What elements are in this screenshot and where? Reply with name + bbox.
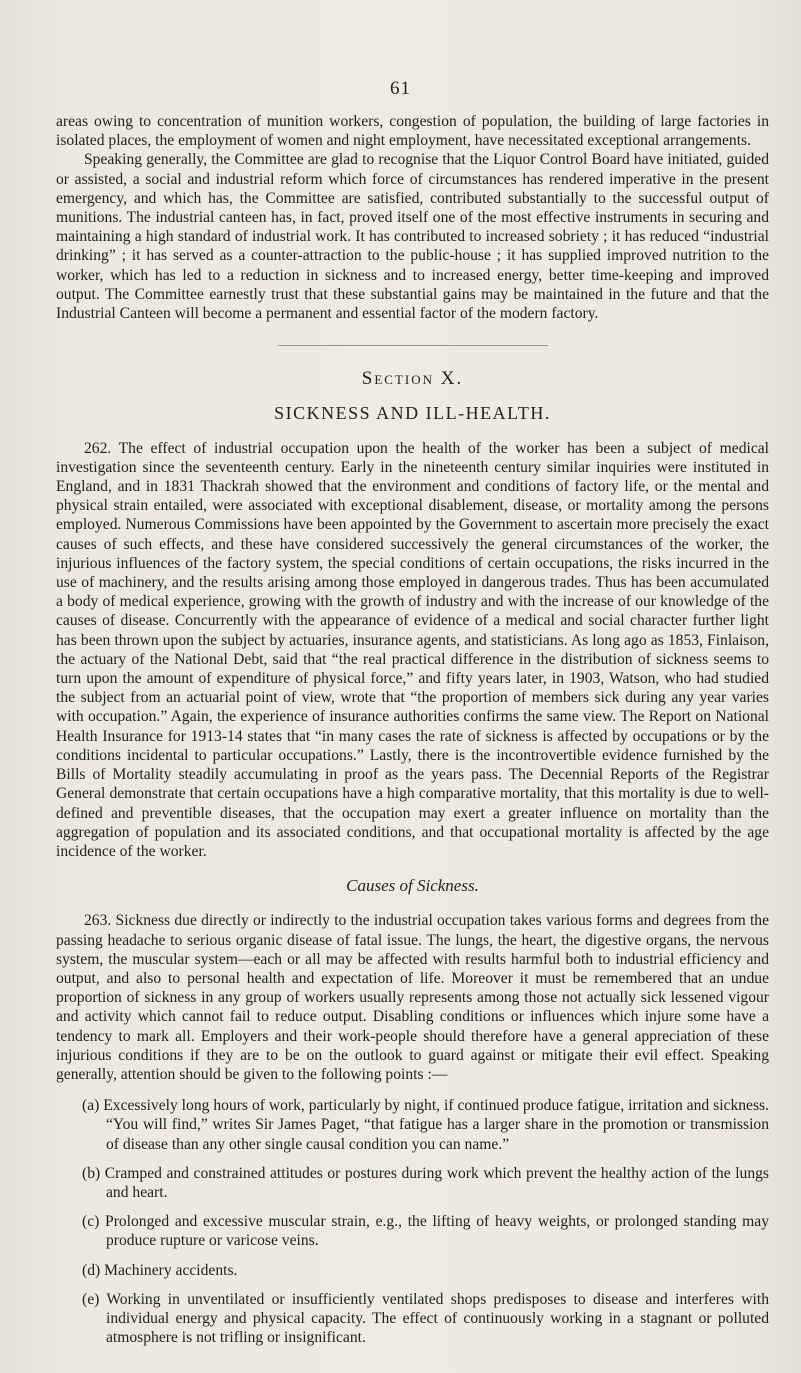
cause-mark-d: (d) (82, 1261, 101, 1279)
cause-mark-e: (e) (82, 1290, 100, 1308)
section-label: Section X. (361, 368, 464, 390)
section-title: SICKNESS AND ILL-HEALTH. (274, 403, 551, 424)
cause-text-d: Machinery accidents. (104, 1261, 238, 1279)
spacer (56, 1084, 769, 1096)
cause-item-e (56, 1290, 769, 1348)
subsection-title: Causes of Sickness. (346, 876, 479, 896)
cause-text-c: Prolonged and excessive muscular strain, e.g., the lifting of heavy weights, or prolonged standing may produce rupture or varicose veins. (105, 1213, 769, 1250)
cause-mark-c: (c) (82, 1213, 100, 1231)
causes-list (56, 1096, 769, 1347)
page-body (56, 112, 769, 1357)
cause-item-c (56, 1212, 769, 1250)
intro-paragraph-1: areas owing to concentration of munition workers, congestion of population, the building of large factories in isolated places, the employment of women and night employment, have necessitated exceptional arrangements. (56, 113, 769, 150)
cause-mark-b: (b) (82, 1164, 101, 1182)
cause-text-a: Excessively long hours of work, particularly by night, if continued produce fatigue, irritation and sickness. “You will find,” writes Sir James Paget, “that fatigue has a larger share in the promotion or transmission of disease than any other single causal condition you can name.” (103, 1097, 770, 1153)
cause-item-a (56, 1096, 769, 1154)
cause-mark-a: (a) (82, 1097, 100, 1115)
section-divider (278, 345, 548, 346)
paragraph-262: 262. The effect of industrial occupation upon the health of the worker has been a subject of medical investigation since the seventeenth century. Early in the nineteenth century similar inquiries were instituted in England, and in 1831 Thackrah showed that the environment and conditions of factory life, or the mental and physical strain entailed, were associated with exceptional disablement, disease, or mortality among the persons employed. Numerous Commissions have been appointed by the Government to ascertain more precisely the exact causes of such effects, and these have considered successively the general circumstances of the worker, the injurious influences of the factory system, the special conditions of certain occupations, the risks incurred in the use of machinery, and the results arising among those employed in dangerous trades. Thus has been accumulated a body of medical experience, growing with the growth of industry and with the increase of our knowledge of the causes of disease. Concurrently with the appearance of evidence of a medical and social character further light has been thrown upon the subject by actuaries, insurance agents, and statisticians. As long ago as 1853, Finlaison, the actuary of the National Debt, said that “the real practical difference in the distribution of sickness seems to turn upon the amount of expenditure of physical force,” and fifty years later, in 1903, Watson, who had studied the subject from an actuarial point of view, wrote that “the proportion of members sick during any year varies with occupation.” Again, the experience of insurance authorities confirms the same view. The Report on National Health Insurance for 1913-14 states that “in many cases the rate of sickness is affected by occupations or by the conditions incidental to particular occupations.” Lastly, there is the incontrovertible evidence furnished by the Bills of Mortality steadily accumulating in proof as the years pass. The Decennial Reports of the Registrar General demonstrate that certain occupations have a high comparative mortality, that this mortality is due to well-defined and preventible diseases, that the occupation may exert a greater influence on mortality than the aggregation of population and its associated conditions, and that occupational mortality is affected by the age incidence of the worker. (56, 439, 769, 860)
cause-text-b: Cramped and constrained attitudes or postures during work which prevent the healthy action of the lungs and heart. (104, 1164, 769, 1201)
paragraph-263: 263. Sickness due directly or indirectly to the industrial occupation takes various forms and degrees from the passing headache to serious organic disease of fatal issue. The lungs, the heart, the digestive organs, the nervous system, the muscular system—each or all may be affected with results harmful both to industrial efficiency and output, and also to personal health and expectation of life. Moreover it must be remembered that an undue proportion of sickness in any group of workers usually represents among those not actually sick lessened vigour and activity which cannot fail to reduce output. Disabling conditions or influences which injure some have a tendency to mark all. Employers and their work-people should therefore have a general appreciation of these injurious conditions if they are to be on the outlook to guard against or mitigate their evil effect. Speaking generally, attention should be given to the following points :— (56, 912, 769, 1083)
cause-text-e: Working in unventilated or insufficiently ventilated shops predisposes to disease and interferes with individual energy and physical capacity. The effect of continuously working in a stagnant or polluted atmosphere is not trifling or insignificant. (106, 1290, 769, 1347)
page-number: 61 (390, 78, 411, 99)
intro-paragraph-2: Speaking generally, the Committee are glad to recognise that the Liquor Control Board have initiated, guided or assisted, a social and industrial reform which force of circumstances has rendered imperative in the present emergency, and which has, the Committee are satisfied, contributed substantially to the successful output of munitions. The industrial canteen has, in fact, proved itself one of the most effective instruments in securing and maintaining a high standard of industrial work. It has contributed to increased sobriety ; it has reduced “industrial drinking” ; it has served as a counter-attraction to the public-house ; it has supplied improved nutrition to the worker, which has led to a reduction in sickness and to increased energy, better time-keeping and improved output. The Committee earnestly trust that these substantial gains may be maintained in the future and that the Industrial Canteen will become a permanent and essential factor of the modern factory. (56, 151, 769, 323)
cause-item-d (56, 1261, 769, 1280)
cause-item-b (56, 1164, 769, 1202)
